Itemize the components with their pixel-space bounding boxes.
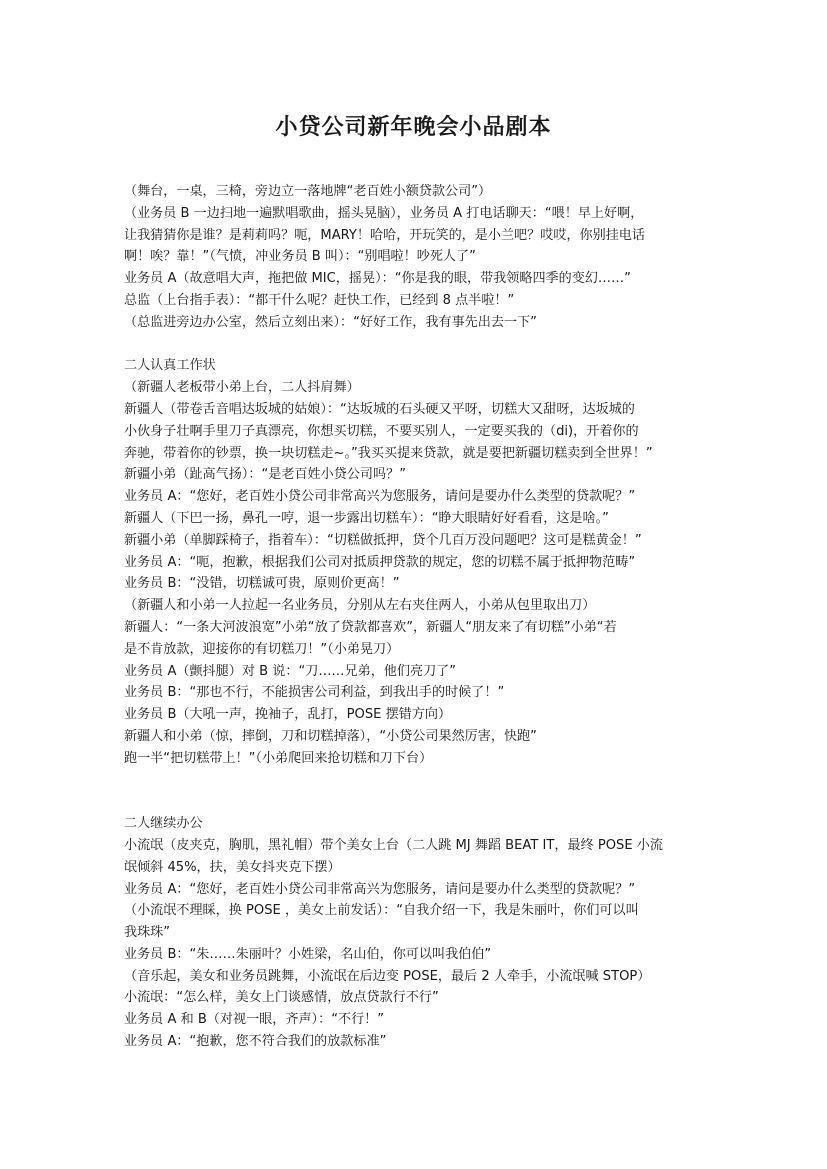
script-line: （小流氓不理睬，换 POSE ，美女上前发话）：“自我介绍一下，我是朱丽叶，你们可以叫 bbox=[124, 903, 639, 919]
script-line: （音乐起，美女和业务员跳舞，小流氓在后边变 POSE，最后 2 人牵手，小流氓喊 STOP） bbox=[124, 968, 651, 984]
script-line: （舞台，一桌，三椅，旁边立一落地牌“老百姓小额贷款公司”） bbox=[124, 184, 492, 199]
script-line: 让我猜猜你是谁？是莉莉吗？呃，MARY！哈哈，开玩笑的，是小兰吧？哎哎，你别挂电话 bbox=[124, 227, 645, 243]
script-line: （总监进旁边办公室，然后立刻出来）：“好好工作，我有事先出去一下” bbox=[124, 314, 537, 330]
script-line: 总监（上台指手表）：“都干什么呢？赶快工作，已经到 8 点半啦！” bbox=[124, 292, 515, 308]
script-line: 业务员 A（颤抖腿）对 B 说：“刀……兄弟，他们亮刀了” bbox=[124, 663, 457, 679]
script-line: 小流氓：“怎么样，美女上门谈感情，放点贷款行不行” bbox=[124, 990, 439, 1006]
script-line: 二人认真工作状 bbox=[124, 358, 216, 374]
document-title: 小贷公司新年晚会小品剧本 bbox=[275, 114, 552, 140]
script-line: 小流氓（皮夹克，胸肌，黑礼帽）带个美女上台（二人跳 MJ 舞蹈 BEAT IT，最终 POSE 小流 bbox=[124, 837, 663, 853]
script-line: 业务员 A 和 B（对视一眼，齐声）：“不行！” bbox=[124, 1012, 385, 1028]
scene-1 bbox=[124, 181, 708, 334]
script-line: （新疆人和小弟一人拉起一名业务员，分别从左右夹住两人，小弟从包里取出刀） bbox=[124, 598, 596, 614]
script-body bbox=[124, 181, 708, 1053]
script-line: 业务员 B：“没错，切糕诚可贵，原则价更高！” bbox=[124, 576, 400, 592]
script-line: 啊！唉？靠！”（气愤，冲业务员 B 叫）：“别唱啦！吵死人了” bbox=[124, 249, 476, 265]
script-line: 新疆人（带卷舌音唱达坂城的姑娘）：“达坂城的石头硬又平呀，切糕大又甜呀，达坂城的 bbox=[124, 401, 635, 417]
script-line: 是不肯放款，迎接你的有切糕刀！”（小弟晃刀） bbox=[124, 641, 400, 657]
paragraph-gap bbox=[124, 770, 708, 814]
paragraph-gap bbox=[124, 334, 708, 356]
script-line: 氓倾斜 45%，扶，美女抖夹克下摆） bbox=[124, 859, 341, 875]
script-line: （新疆人老板带小弟上台，二人抖肩舞） bbox=[124, 380, 360, 396]
script-line: 业务员 A（故意唱大声，拖把做 MIC，摇晃）：“你是我的眼，带我领略四季的变幻……” bbox=[124, 271, 631, 287]
scene-3 bbox=[124, 813, 708, 1053]
script-line: 业务员 A：“抱歉，您不符合我们的放款标准” bbox=[124, 1034, 387, 1050]
script-line: 跑一半“把切糕带上！”（小弟爬回来抢切糕和刀下台） bbox=[124, 750, 433, 766]
script-line: 新疆小弟（单脚踩椅子，指着车）：“切糕做抵押，贷个几百万没问题吧？这可是糕黄金！” bbox=[124, 532, 642, 548]
script-line: （业务员 B 一边扫地一遍默唱歌曲，摇头晃脑），业务员 A 打电话聊天：“喂！早上好啊， bbox=[124, 205, 644, 221]
script-line: 二人继续办公 bbox=[124, 816, 203, 832]
script-line: 业务员 B（大吼一声，挽袖子，乱打，POSE 摆错方向） bbox=[124, 707, 452, 723]
script-line: 新疆小弟（趾高气扬）：“是老百姓小贷公司吗？” bbox=[124, 467, 406, 483]
script-line: 奔驰，带着你的钞票，换一块切糕走~。”我买买提来贷款，就是要把新疆切糕卖到全世界！” bbox=[124, 445, 653, 461]
script-line: 业务员 A：“呃，抱歉，根据我们公司对抵质押贷款的规定，您的切糕不属于抵押物范畴” bbox=[124, 554, 636, 570]
scene-2 bbox=[124, 355, 708, 769]
script-line: 新疆人：“一条大河波浪宽”小弟“放了贷款都喜欢”，新疆人“朋友来了有切糕”小弟“若 bbox=[124, 619, 617, 635]
script-line: 业务员 B：“朱……朱丽叶？小姓梁，名山伯，你可以叫我伯伯” bbox=[124, 946, 492, 962]
script-line: 业务员 B：“那也不行，不能损害公司利益，到我出手的时候了！” bbox=[124, 685, 505, 701]
script-line: 业务员 A：“您好，老百姓小贷公司非常高兴为您服务，请问是要办什么类型的贷款呢？” bbox=[124, 881, 636, 897]
script-line: 业务员 A：“您好，老百姓小贷公司非常高兴为您服务，请问是要办什么类型的贷款呢？” bbox=[124, 489, 636, 505]
script-line: 我珠珠” bbox=[124, 925, 171, 941]
script-line: 新疆人（下巴一扬，鼻孔一哼，退一步露出切糕车）：“睁大眼睛好好看看，这是啥。” bbox=[124, 510, 609, 526]
script-line: 小伙身子壮啊手里刀子真漂亮，你想买切糕，不要买别人，一定要买我的（di)，开着你的 bbox=[124, 423, 639, 439]
script-line: 新疆人和小弟（惊，摔倒，刀和切糕掉落），“小贷公司果然厉害，快跑” bbox=[124, 728, 537, 744]
